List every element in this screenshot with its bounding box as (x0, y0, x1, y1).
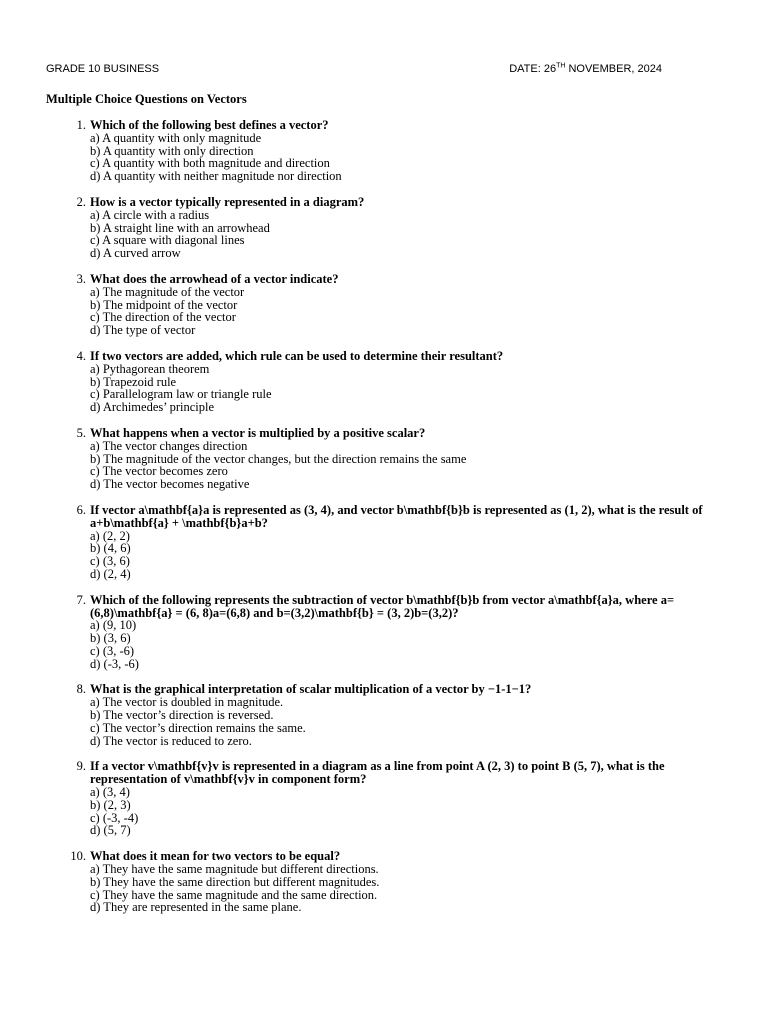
answer-option: d) The vector is reduced to zero. (90, 733, 252, 748)
answer-option: c) Parallelogram law or triangle rule (90, 387, 272, 402)
document-title: Multiple Choice Questions on Vectors (46, 92, 247, 106)
date-label (509, 63, 662, 75)
question-4 (76, 348, 720, 415)
answer-option: b) Trapezoid rule (90, 374, 177, 389)
answer-option: d) (5, 7) (90, 823, 131, 838)
answer-option: c) A quantity with both magnitude and direction (90, 156, 330, 171)
date-superscript: TH (556, 62, 566, 70)
answer-option: b) A straight line with an arrowhead (90, 220, 270, 235)
answer-option: a) A quantity with only magnitude (90, 130, 262, 145)
answer-option: b) (3, 6) (90, 631, 131, 646)
answer-option: d) (2, 4) (90, 566, 131, 581)
answer-option: b) The vector’s direction is reversed. (90, 708, 274, 723)
question-6 (76, 502, 720, 581)
answer-option: b) (2, 3) (90, 797, 131, 812)
answer-option: c) The direction of the vector (90, 310, 236, 325)
answer-option: c) A square with diagonal lines (90, 233, 245, 248)
answer-option: a) They have the same magnitude but different directions. (90, 862, 379, 877)
answer-option: a) The magnitude of the vector (90, 284, 245, 299)
answer-option: a) (2, 2) (90, 528, 130, 543)
answer-option: b) They have the same direction but different magnitudes. (90, 874, 380, 889)
question-number: 8. (76, 682, 86, 697)
question-text: If two vectors are added, which rule can be used to determine their resultant? (90, 348, 504, 363)
answer-option: d) The type of vector (90, 323, 196, 338)
question-number: 6. (76, 502, 86, 517)
answer-option: d) (-3, -6) (90, 656, 139, 671)
answer-option: b) (4, 6) (90, 541, 131, 556)
question-text: Which of the following represents the subtraction of vector b\mathbf{b}b from vector a\mathbf{a}a, where a=(6,8)\mathbf{a} = (6, 8)a=(6,8) and b=(3,2)\mathbf{b} = (3, 2)b=(3,2)? (90, 592, 675, 620)
answer-option: a) The vector changes direction (90, 438, 248, 453)
question-number: 2. (76, 194, 86, 209)
question-text: How is a vector typically represented in a diagram? (90, 194, 365, 209)
question-3 (76, 271, 720, 338)
question-text: What does the arrowhead of a vector indicate? (90, 271, 339, 286)
answer-option: d) Archimedes’ principle (90, 400, 215, 415)
question-text: If a vector v\mathbf{v}v is represented in a diagram as a line from point A (2, 3) to point B (5, 7), what is the representation of v\mathbf{v}v in component form? (90, 759, 665, 787)
answer-option: d) They are represented in the same plane. (90, 900, 302, 915)
answer-option: c) (3, 6) (90, 554, 130, 569)
answer-option: c) (-3, -4) (90, 810, 139, 825)
question-5 (76, 425, 720, 492)
answer-option: a) (3, 4) (90, 785, 130, 800)
question-list (0, 119, 768, 914)
question-text: If vector a\mathbf{a}a is represented as (3, 4), and vector b\mathbf{b}b is represented as (1, 2), what is the result of a+b\mathbf{a} + \mathbf{b}a+b? (90, 502, 703, 530)
answer-option: c) (3, -6) (90, 643, 135, 658)
date-prefix: DATE: 26 (509, 63, 557, 75)
question-7 (76, 592, 720, 671)
question-number: 1. (76, 118, 86, 132)
question-number: 9. (76, 759, 86, 774)
answer-option: b) A quantity with only direction (90, 143, 254, 158)
grade-label: GRADE 10 BUSINESS (46, 63, 160, 75)
question-number: 7. (76, 592, 86, 607)
answer-option: b) The magnitude of the vector changes, but the direction remains the same (90, 451, 467, 466)
date-suffix: NOVEMBER, 2024 (565, 63, 662, 75)
answer-option: c) They have the same magnitude and the same direction. (90, 887, 378, 902)
question-number: 3. (76, 271, 86, 286)
question-1 (76, 118, 720, 184)
answer-option: c) The vector’s direction remains the same. (90, 720, 306, 735)
question-number: 10. (70, 849, 86, 864)
answer-option: a) Pythagorean theorem (90, 361, 210, 376)
answer-option: a) (9, 10) (90, 618, 137, 633)
document-header (46, 63, 662, 75)
question-number: 5. (76, 425, 86, 440)
question-text: What is the graphical interpretation of scalar multiplication of a vector by −1-1−1? (90, 682, 532, 697)
answer-option: d) A curved arrow (90, 246, 181, 261)
question-9 (76, 759, 720, 838)
answer-option: b) The midpoint of the vector (90, 297, 238, 312)
question-number: 4. (76, 348, 86, 363)
question-text: What does it mean for two vectors to be equal? (90, 849, 341, 864)
answer-option: d) The vector becomes negative (90, 477, 250, 492)
question-text: What happens when a vector is multiplied by a positive scalar? (90, 425, 426, 440)
answer-option: a) The vector is doubled in magnitude. (90, 695, 284, 710)
question-10 (70, 849, 720, 915)
answer-option: d) A quantity with neither magnitude nor direction (90, 169, 342, 184)
question-2 (76, 194, 720, 261)
answer-option: a) A circle with a radius (90, 207, 210, 222)
answer-option: c) The vector becomes zero (90, 464, 228, 479)
question-text: Which of the following best defines a vector? (90, 118, 329, 132)
question-8 (76, 682, 720, 748)
